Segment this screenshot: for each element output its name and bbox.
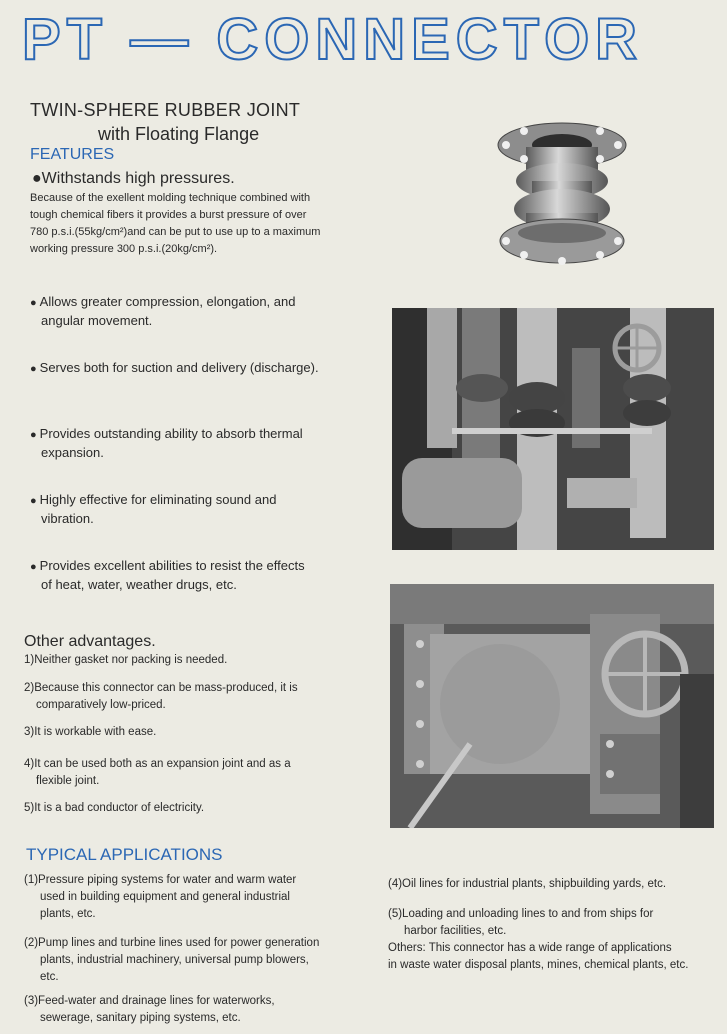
- bullet-icon: ●: [30, 363, 37, 375]
- bullet-icon: ●: [30, 297, 37, 309]
- features-heading: FEATURES: [30, 146, 115, 163]
- typical-applications-heading: TYPICAL APPLICATIONS: [26, 845, 223, 864]
- feature-6-line1: Provides excellent abilities to resist the effects: [39, 558, 305, 573]
- feature-6: [30, 557, 370, 593]
- feature-5-line1: Highly effective for eliminating sound and: [39, 492, 277, 507]
- application-2-line2: plants, industrial machinery, universal pump blowers,: [40, 954, 309, 966]
- feature-1-line: tough chemical fibers it provides a burst pressure of over: [30, 209, 307, 221]
- application-1-line1: (1)Pressure piping systems for water and warm water: [24, 874, 297, 886]
- feature-4: [30, 425, 360, 461]
- application-2-line3: etc.: [40, 971, 59, 983]
- subtitle-line1: TWIN-SPHERE RUBBER JOINT: [30, 100, 301, 120]
- feature-2-line2: angular movement.: [41, 313, 153, 328]
- page-title: PT — CONNECTOR: [22, 7, 644, 72]
- application-1-line2: used in building equipment and general industrial: [40, 891, 290, 903]
- advantage-2-line1: 2)Because this connector can be mass-produced, it is: [24, 682, 298, 694]
- application-5-line1: (5)Loading and unloading lines to and from ships for: [388, 908, 654, 920]
- feature-5-line2: vibration.: [41, 511, 94, 526]
- bullet-icon: ●: [30, 495, 37, 507]
- advantage-4: [24, 756, 354, 790]
- application-4-line1: (4)Oil lines for industrial plants, shipbuilding yards, etc.: [388, 878, 667, 890]
- application-2: [24, 935, 369, 986]
- feature-1-body: [30, 190, 360, 258]
- feature-4-line1: Provides outstanding ability to absorb thermal: [39, 426, 303, 441]
- application-others-line2: in waste water disposal plants, mines, chemical plants, etc.: [388, 959, 689, 971]
- feature-4-line2: expansion.: [41, 445, 104, 460]
- feature-2-line1: Allows greater compression, elongation, and: [39, 294, 296, 309]
- application-1-line3: plants, etc.: [40, 908, 96, 920]
- application-4: [388, 876, 718, 893]
- application-2-line1: (2)Pump lines and turbine lines used for power generation: [24, 937, 320, 949]
- product-photo: [492, 115, 632, 275]
- bullet-icon: ●: [30, 429, 37, 441]
- advantage-1-line1: 1)Neither gasket nor packing is needed.: [24, 654, 228, 666]
- feature-6-line2: of heat, water, weather drugs, etc.: [41, 577, 237, 592]
- application-3: [24, 993, 359, 1027]
- application-others-line1: Others: This connector has a wide range of applications: [388, 942, 672, 954]
- installation-photo-1: [392, 308, 714, 550]
- application-3-line1: (3)Feed-water and drainage lines for waterworks,: [24, 995, 275, 1007]
- advantage-5-line1: 5)It is a bad conductor of electricity.: [24, 802, 205, 814]
- other-advantages-heading: Other advantages.: [24, 633, 156, 650]
- advantage-5: [24, 800, 354, 817]
- application-5-line2: harbor facilities, etc.: [404, 925, 507, 937]
- feature-1-line: working pressure 300 p.s.i.(20kg/cm²).: [30, 243, 218, 255]
- feature-1-line: 780 p.s.i.(55kg/cm²)and can be put to use up to a maximum: [30, 226, 321, 238]
- feature-1-head: Withstands high pressures.: [41, 170, 235, 187]
- application-3-line2: sewerage, sanitary piping systems, etc.: [40, 1012, 241, 1024]
- installation-photo-2: [390, 584, 714, 828]
- application-1: [24, 872, 359, 923]
- feature-3-line1: Serves both for suction and delivery (discharge).: [39, 360, 319, 375]
- subtitle-line2: with Floating Flange: [98, 124, 260, 144]
- advantage-2: [24, 680, 354, 714]
- feature-5: [30, 491, 360, 527]
- application-5: [388, 906, 718, 940]
- feature-3: [30, 359, 370, 378]
- advantage-1: [24, 652, 354, 669]
- advantage-3-line1: 3)It is workable with ease.: [24, 726, 157, 738]
- advantage-3: [24, 724, 354, 741]
- application-others: [388, 940, 723, 974]
- feature-1-line: Because of the exellent molding technique combined with: [30, 192, 311, 204]
- feature-2: [30, 293, 360, 329]
- bullet-icon: ●: [30, 561, 37, 573]
- advantage-4-line2: flexible joint.: [36, 775, 100, 787]
- feature-1: [32, 170, 235, 188]
- advantage-2-line2: comparatively low-priced.: [36, 699, 166, 711]
- advantage-4-line1: 4)It can be used both as an expansion joint and as a: [24, 758, 291, 770]
- bullet-icon: ●: [32, 170, 42, 187]
